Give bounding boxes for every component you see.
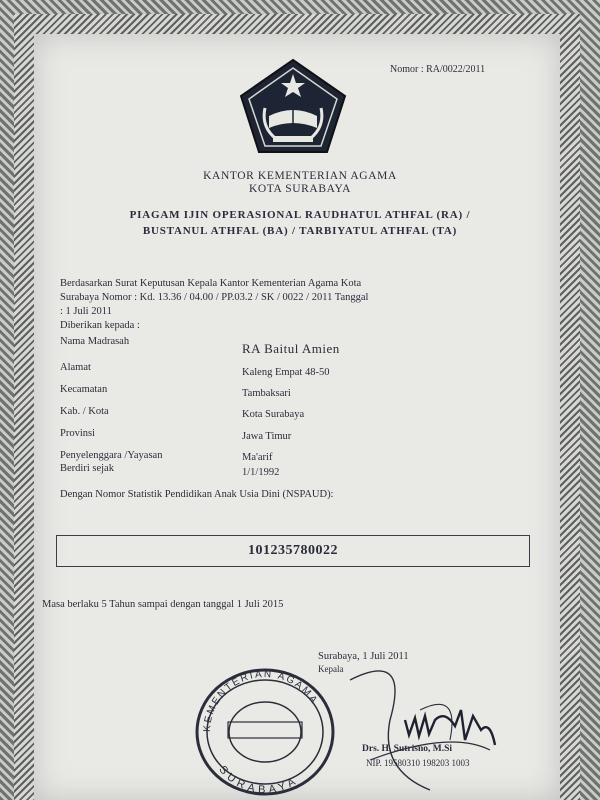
field-label-kota: Kab. / Kota <box>60 406 109 417</box>
field-label-provinsi: Provinsi <box>60 428 96 439</box>
nspaud-number: 101235780022 <box>248 543 338 558</box>
office-city: KOTA SURABAYA <box>249 183 351 195</box>
document-number: Nomor : RA/0022/2011 <box>390 64 486 75</box>
office-name: KANTOR KEMENTERIAN AGAMA <box>203 170 397 182</box>
field-value-alamat: Kaleng Empat 48-50 <box>242 367 330 378</box>
given-to-label: Diberikan kepada : <box>60 320 140 331</box>
certificate-title-line1: PIAGAM IJIN OPERASIONAL RAUDHATUL ATHFAL (RA) / <box>129 209 471 221</box>
nspaud-label: Dengan Nomor Statistik Pendidikan Anak Usia Dini (NSPAUD): <box>60 489 334 500</box>
field-value-kota: Kota Surabaya <box>242 409 305 420</box>
official-stamp-icon <box>190 662 340 798</box>
field-value-provinsi: Jawa Timur <box>242 431 292 442</box>
field-label-madrasah: Nama Madrasah <box>60 336 130 347</box>
stamp-text-bottom: SURABAYA <box>216 763 301 797</box>
field-label-berdiri: Berdiri sejak <box>60 463 114 474</box>
signer-name: Drs. H. Sutrisno, M.Si <box>362 744 452 754</box>
signer-nip: NIP. 19580310 198203 1003 <box>366 758 470 768</box>
field-value-yayasan: Ma'arif <box>242 452 273 463</box>
validity-text: Masa berlaku 5 Tahun sampai dengan tanggal 1 Juli 2015 <box>42 599 284 610</box>
field-value-berdiri: 1/1/1992 <box>242 467 280 478</box>
basis-text-line3: : 1 Juli 2011 <box>60 306 112 317</box>
basis-text-line2: Surabaya Nomor : Kd. 13.36 / 04.00 / PP.03.2 / SK / 0022 / 2011 Tanggal <box>60 292 369 303</box>
kepala-label: Kepala <box>318 664 344 674</box>
field-value-madrasah: RA Baitul Amien <box>242 341 340 356</box>
nspaud-box <box>56 535 530 567</box>
stamp-text-top: KEMENTERIAN AGAMA <box>201 668 320 733</box>
field-label-kecamatan: Kecamatan <box>60 384 108 395</box>
ministry-emblem-icon <box>235 56 351 156</box>
basis-text-line1: Berdasarkan Surat Keputusan Kepala Kantor Kementerian Agama Kota <box>60 278 362 289</box>
field-label-yayasan: Penyelenggara /Yayasan <box>60 450 163 461</box>
field-value-kecamatan: Tambaksari <box>242 388 291 399</box>
field-label-alamat: Alamat <box>60 362 91 373</box>
certificate-title-line2: BUSTANUL ATHFAL (BA) / TARBIYATUL ATHFAL (TA) <box>142 225 458 237</box>
place-date: Surabaya, 1 Juli 2011 <box>318 651 409 662</box>
